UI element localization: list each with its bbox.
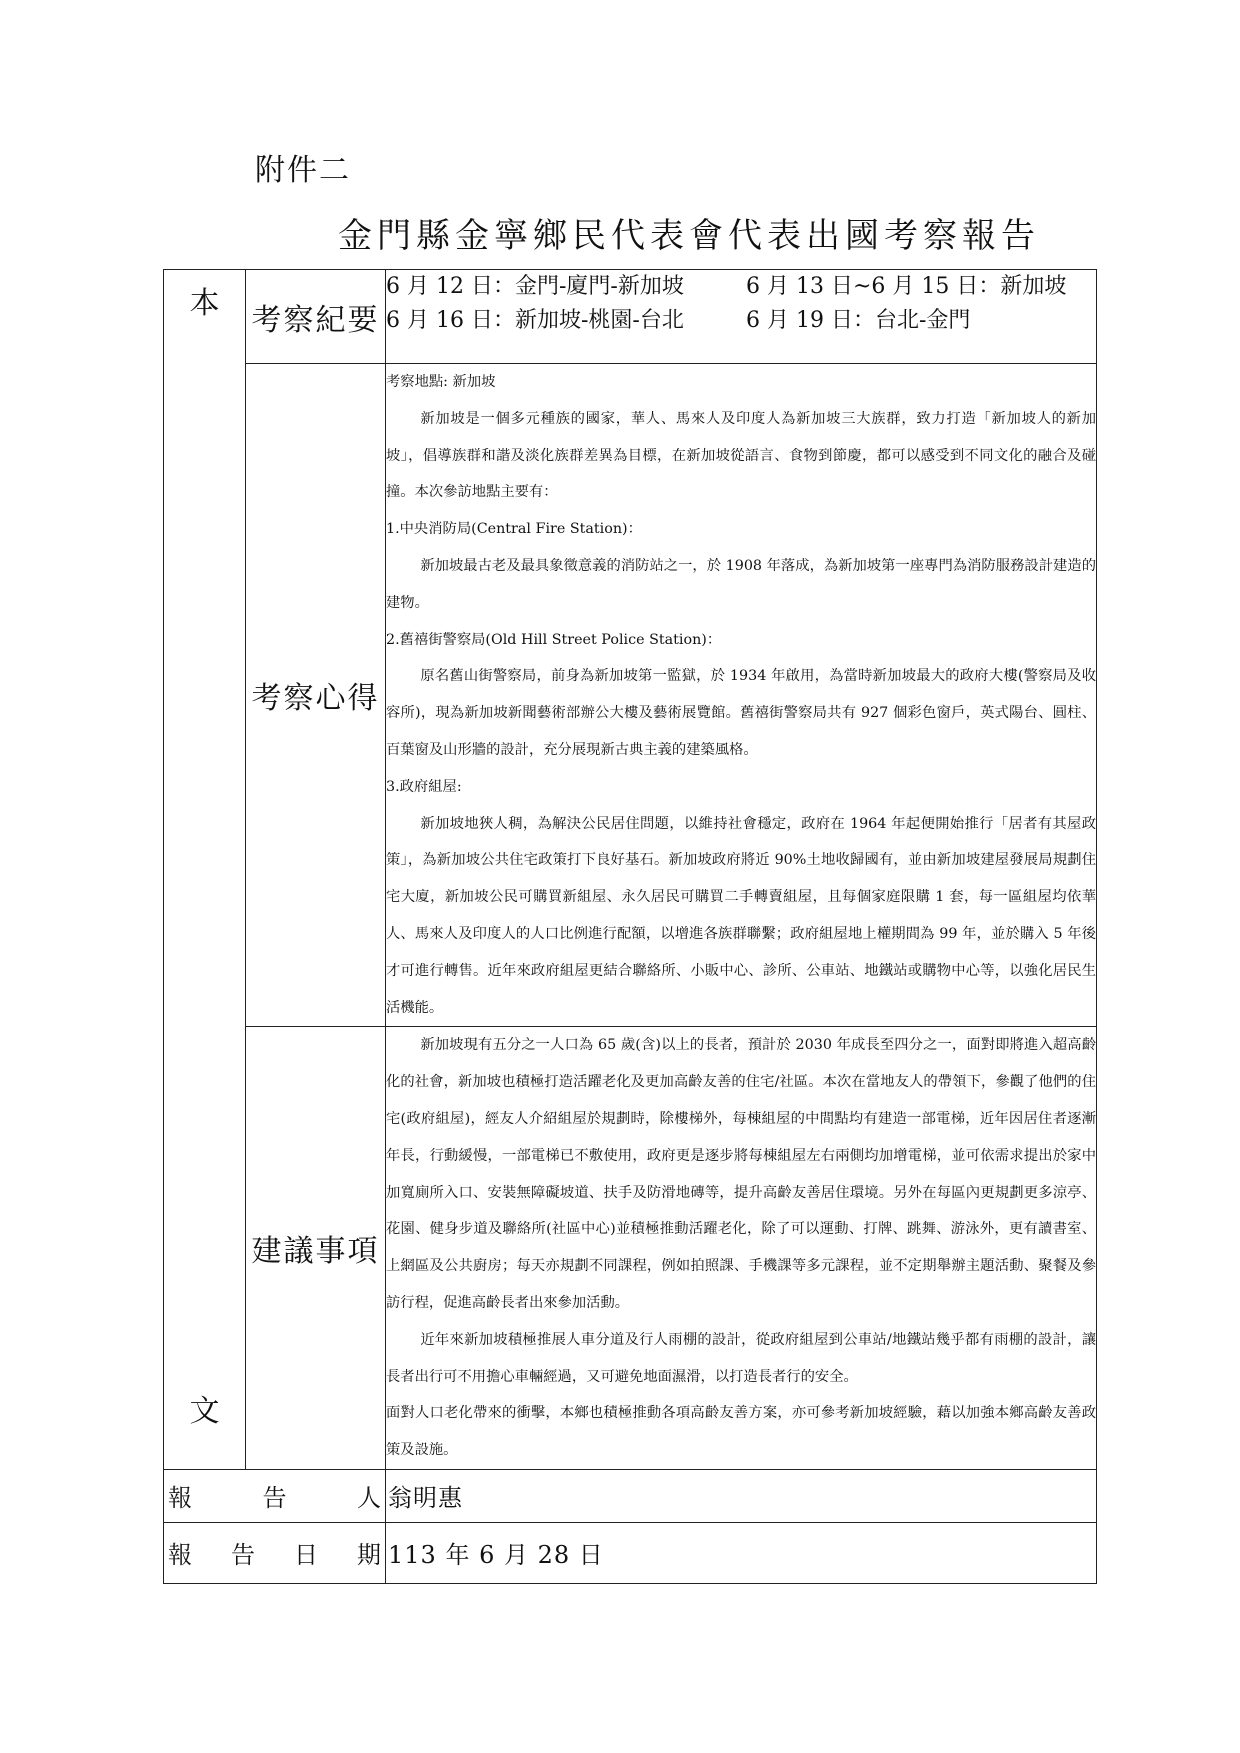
side-label-top: 本 bbox=[189, 286, 220, 321]
label-char: 日 bbox=[294, 1541, 318, 1570]
suggestions-label: 建議事項 bbox=[246, 1027, 386, 1470]
paragraph: 近年來新加坡積極推展人車分道及行人雨棚的設計，從政府組屋到公車站/地鐵站幾乎都有雨棚的設計，讓長者出行可不用擔心車輛經過，又可避免地面濕滑，以打造長者行的安全。 bbox=[386, 1331, 1096, 1385]
schedule-item: 6 月 12 日：金門-廈門-新加坡 bbox=[386, 274, 684, 299]
paragraph: 面對人口老化帶來的衝擊，本鄉也積極推動各項高齡友善方案，亦可參考新加坡經驗，藉以加強本鄉高齡友善政策及設施。 bbox=[386, 1405, 1096, 1459]
summary-label: 考察紀要 bbox=[246, 270, 386, 364]
list-heading: 3.政府組屋: bbox=[386, 778, 462, 795]
list-heading: 2.舊禧街警察局(Old Hill Street Police Station)： bbox=[386, 631, 722, 648]
schedule-cell bbox=[386, 270, 1097, 364]
schedule-item: 6 月 13 日~6 月 15 日：新加坡 bbox=[746, 274, 1067, 299]
suggestions-content bbox=[386, 1027, 1097, 1470]
report-table bbox=[163, 269, 1097, 1584]
report-date-label bbox=[164, 1522, 386, 1583]
report-title: 金門縣金寧鄉民代表會代表出國考察報告 bbox=[338, 216, 1040, 256]
paragraph: 考察地點: 新加坡 bbox=[386, 374, 496, 390]
label-char: 報 bbox=[168, 1484, 192, 1513]
report-date: 113 年 6 月 28 日 bbox=[386, 1522, 1097, 1583]
side-label-bottom: 文 bbox=[189, 1394, 220, 1429]
label-char: 告 bbox=[231, 1541, 255, 1570]
schedule-item: 6 月 16 日：新加坡-桃園-台北 bbox=[386, 308, 684, 333]
experience-content bbox=[386, 364, 1097, 1027]
paragraph: 新加坡地狹人稠，為解決公民居住問題，以維持社會穩定，政府在 1964 年起便開始推行「居者有其屋政策」，為新加坡公共住宅政策打下良好基石。新加坡政府將近 90%土地收歸國有，並由新加坡建屋發展局規劃住宅大廈，新加坡公民可購買新組屋、永久居民可購買二手轉賣組屋，且每個家庭限購 1 套，每一區組屋均依華人、馬來人及印度人的人口比例進行配額，以增進各族群聯繫；政府組屋地上權期間為 99 年，並於購入 5 年後才可進行轉售。近年來政府組屋更結合聯絡所、小販中心、診所、公車站、地鐵站或購物中心等，以強化居民生活機能。 bbox=[386, 815, 1096, 1016]
paragraph: 原名舊山街警察局，前身為新加坡第一監獄，於 1934 年啟用，為當時新加坡最大的政府大樓(警察局及收容所)，現為新加坡新聞藝術部辦公大樓及藝術展覽館。舊禧街警察局共有 927 個彩色窗戶，英式陽台、圓柱、百葉窗及山形牆的設計，充分展現新古典主義的建築風格。 bbox=[386, 668, 1096, 758]
label-char: 人 bbox=[357, 1484, 381, 1513]
attachment-label: 附件二 bbox=[255, 153, 351, 188]
body-side-column bbox=[164, 270, 246, 1470]
list-heading: 1.中央消防局(Central Fire Station)： bbox=[386, 521, 642, 538]
label-char: 報 bbox=[168, 1541, 192, 1570]
reporter-name: 翁明惠 bbox=[386, 1469, 1097, 1522]
label-char: 期 bbox=[357, 1541, 381, 1570]
paragraph: 新加坡最古老及最具象徵意義的消防站之一，於 1908 年落成，為新加坡第一座專門為消防服務設計建造的建物。 bbox=[386, 557, 1096, 611]
experience-label: 考察心得 bbox=[246, 364, 386, 1027]
label-char: 告 bbox=[262, 1484, 287, 1513]
paragraph: 新加坡是一個多元種族的國家，華人、馬來人及印度人為新加坡三大族群，致力打造「新加坡人的新加坡」，倡導族群和諧及淡化族群差異為目標，在新加坡從語言、食物到節慶，都可以感受到不同文化的融合及碰撞。本次參訪地點主要有： bbox=[386, 410, 1096, 501]
reporter-label bbox=[164, 1469, 386, 1522]
schedule-item: 6 月 19 日：台北-金門 bbox=[746, 308, 971, 333]
paragraph: 新加坡現有五分之一人口為 65 歲(含)以上的長者，預計於 2030 年成長至四分之一，面對即將進入超高齡化的社會，新加坡也積極打造活躍老化及更加高齡友善的住宅/社區。本次在當地友人的帶領下，參觀了他們的住宅(政府組屋)，經友人介紹組屋於規劃時，除樓梯外，每棟組屋的中間點均有建造一部電梯，近年因居住者逐漸年長，行動緩慢，一部電梯已不敷使用，政府更是逐步將每棟組屋左右兩側均加增電梯，並可依需求提出於家中加寬廁所入口、安裝無障礙坡道、扶手及防滑地磚等，提升高齡友善居住環境。另外在每區內更規劃更多涼亭、花園、健身步道及聯絡所(社區中心)並積極推動活躍老化，除了可以運動、打牌、跳舞、游泳外，更有讀書室、上網區及公共廚房；每天亦規劃不同課程，例如拍照課、手機課等多元課程，並不定期舉辦主題活動、聚餐及參訪行程，促進高齡長者出來參加活動。 bbox=[386, 1037, 1096, 1311]
